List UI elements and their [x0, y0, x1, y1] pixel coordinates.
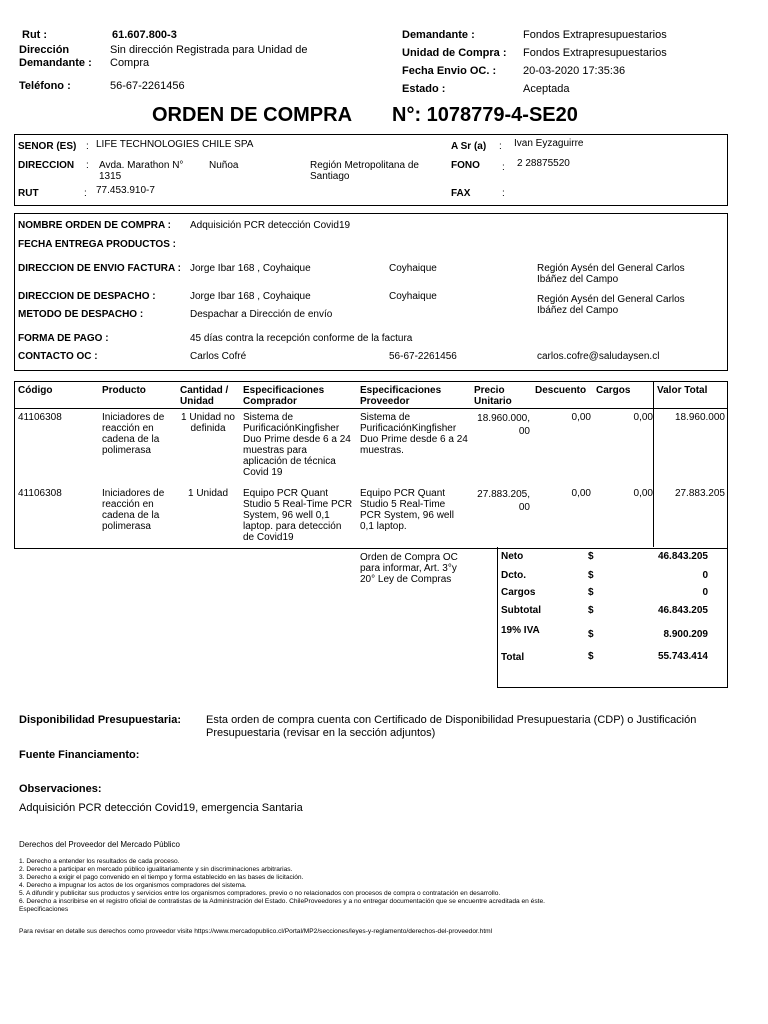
- supplier-rut-value: 77.453.910-7: [96, 185, 155, 196]
- row-total: 27.883.205: [674, 488, 725, 499]
- neto-value: 46.843.205: [657, 551, 708, 562]
- page-title: ORDEN DE COMPRA: [152, 104, 353, 126]
- direccion-label: DIRECCION: [18, 160, 75, 171]
- senor-colon: :: [86, 141, 89, 152]
- items-header-divider: [14, 408, 727, 409]
- fono-label: FONO: [451, 160, 480, 171]
- asr-colon: :: [499, 141, 502, 152]
- direccion-street: Avda. Marathon N° 1315: [99, 160, 184, 182]
- contacto-name: Carlos Cofré: [190, 351, 247, 362]
- neto-currency: $: [588, 551, 594, 562]
- derecho-item: Especificaciones: [19, 906, 69, 913]
- row-esp-proveedor: Sistema de PurificaciónKingfisher Duo Prime desde 6 a 24 muestras.: [360, 412, 468, 456]
- derechos-link-text: Para revisar en detalle sus derechos como proveedor visite https://www.mercadopublico.cl/Portal/MP2/secciones/leyes-y-reglamento/derechos-del-proveedor.html: [19, 928, 493, 935]
- senor-label: SENOR (ES): [18, 141, 77, 152]
- neto-label: Neto: [501, 551, 524, 562]
- col-codigo: Código: [18, 385, 53, 396]
- contacto-label: CONTACTO OC :: [18, 351, 98, 362]
- forma-pago-label: FORMA DE PAGO :: [18, 333, 109, 344]
- asr-label: A Sr (a): [451, 141, 487, 152]
- row-codigo: 41106308: [18, 488, 62, 499]
- derechos-list: [19, 858, 545, 914]
- derecho-item: 3. Derecho a exigir el pago convenido en el tiempo y forma establecido en las bases de licitación.: [19, 874, 304, 881]
- totals-box: [497, 547, 728, 688]
- metodo-despacho-label: METODO DE DESPACHO :: [18, 309, 144, 320]
- row-esp-proveedor: Equipo PCR Quant Studio 5 Real-Time PCR System, 96 well 0,1 laptop.: [360, 488, 454, 532]
- cargos-currency: $: [588, 587, 594, 598]
- derecho-item: 6. Derecho a inscribirse en el registro oficial de contratistas de la Administración del Estado. ChileProveedores y a no entregar documentación que se encuentre acreditada en éste.: [19, 898, 545, 905]
- row-descuento: 0,00: [571, 488, 591, 499]
- fax-colon: :: [502, 188, 505, 199]
- subtotal-label: Subtotal: [501, 605, 541, 616]
- row-cargos: 0,00: [633, 412, 653, 423]
- derecho-item: 1. Derecho a entender los resultados de cada proceso.: [19, 858, 180, 865]
- disponibilidad-label: Disponibilidad Presupuestaria:: [19, 714, 181, 726]
- subtotal-currency: $: [588, 605, 594, 616]
- cargos-value: 0: [702, 587, 708, 598]
- telefono-label: Teléfono :: [19, 80, 71, 92]
- despacho-region: Región Aysén del General Carlos Ibáñez del Campo: [537, 294, 685, 316]
- estado-label: Estado :: [402, 83, 446, 95]
- row-cargos: 0,00: [633, 488, 653, 499]
- dcto-label: Dcto.: [501, 570, 526, 581]
- col-precio: Precio Unitario: [474, 385, 512, 407]
- direccion-demandante-label: Dirección Demandante :: [19, 44, 92, 69]
- dcto-value: 0: [702, 570, 708, 581]
- row-total: 18.960.000: [674, 412, 725, 423]
- estado-value: Aceptada: [523, 83, 570, 95]
- iva-label: 19% IVA: [501, 625, 540, 636]
- row-producto: Iniciadores de reacción en cadena de la polimerasa: [102, 488, 165, 532]
- observaciones-value: Adquisición PCR detección Covid19, emergencia Santaria: [19, 802, 303, 814]
- direccion-demandante-value: Sin dirección Registrada para Unidad de Compra: [110, 44, 308, 69]
- derecho-item: 4. Derecho a impugnar los actos de los organismos compradores del sistema.: [19, 882, 247, 889]
- supplier-rut-colon: :: [84, 188, 87, 199]
- despacho-label: DIRECCION DE DESPACHO :: [18, 291, 156, 302]
- asr-value: Ivan Eyzaguirre: [514, 138, 584, 149]
- total-value: 55.743.414: [657, 651, 708, 662]
- total-label: Total: [501, 652, 525, 663]
- unidad-compra-label: Unidad de Compra :: [402, 47, 507, 59]
- col-descuento: Descuento: [535, 385, 587, 396]
- col-esp-proveedor: Especificaciones Proveedor: [360, 385, 442, 407]
- supplier-rut-label: RUT: [18, 188, 39, 199]
- row-cantidad: 1 Unidad: [187, 488, 229, 499]
- envio-factura-region: Región Aysén del General Carlos Ibáñez del Campo: [537, 263, 685, 285]
- col-esp-comprador: Especificaciones Comprador: [243, 385, 325, 407]
- iva-value: 8.900.209: [663, 629, 708, 640]
- cargos-label: Cargos: [501, 587, 536, 598]
- demandante-value: Fondos Extrapresupuestarios: [523, 29, 667, 41]
- row-precio: 27.883.205, 00: [477, 489, 530, 513]
- fecha-envio-label: Fecha Envio OC. :: [402, 65, 497, 77]
- subtotal-value: 46.843.205: [657, 605, 708, 616]
- disponibilidad-value: Esta orden de compra cuenta con Certificado de Disponibilidad Presupuestaria (CDP) o Justificación Presupuestaria (revisar en la sección adjuntos): [206, 714, 697, 739]
- envio-factura-address: Jorge Ibar 168 , Coyhaique: [190, 263, 311, 274]
- row-esp-comprador: Sistema de PurificaciónKingfisher Duo Prime desde 6 a 24 muestras para aplicación de técnica Covid 19: [243, 412, 351, 478]
- total-column-divider: [653, 381, 654, 547]
- nombre-oc-value: Adquisición PCR detección Covid19: [190, 220, 351, 231]
- fono-colon: :: [502, 162, 505, 173]
- direccion-region: Región Metropolitana de Santiago: [310, 160, 419, 182]
- fono-value: 2 28875520: [517, 158, 570, 169]
- derechos-title: Derechos del Proveedor del Mercado Público: [19, 840, 180, 849]
- derecho-item: 5. A difundir y publicitar sus productos y servicios entre los organismos compradores. previo o no relacionados con procesos de compra o contratación en desarrollo.: [19, 890, 501, 897]
- demandante-label: Demandante :: [402, 29, 475, 41]
- contacto-email: carlos.cofre@saludaysen.cl: [537, 351, 660, 362]
- observaciones-label: Observaciones:: [19, 783, 102, 795]
- derecho-item: 2. Derecho a participar en mercado público igualitariamente y sin discriminaciones arbitrarias.: [19, 866, 293, 873]
- order-number: N°: 1078779-4-SE20: [392, 104, 578, 126]
- unidad-compra-value: Fondos Extrapresupuestarios: [523, 47, 667, 59]
- direccion-colon: :: [86, 160, 89, 171]
- envio-factura-city: Coyhaique: [389, 263, 437, 274]
- totals-note: Orden de Compra OC para informar, Art. 3°y 20° Ley de Compras: [360, 552, 458, 585]
- despacho-address: Jorge Ibar 168 , Coyhaique: [190, 291, 311, 302]
- col-cantidad: Cantidad / Unidad: [180, 385, 229, 407]
- dcto-currency: $: [588, 570, 594, 581]
- fax-label: FAX: [451, 188, 471, 199]
- contacto-phone: 56-67-2261456: [389, 351, 457, 362]
- rut-value: 61.607.800-3: [112, 29, 177, 41]
- fuente-financiamiento-label: Fuente Financiamento:: [19, 749, 140, 761]
- col-producto: Producto: [102, 385, 146, 396]
- row-cantidad: 1 Unidad no definida: [181, 412, 235, 434]
- row-esp-comprador: Equipo PCR Quant Studio 5 Real-Time PCR System, 96 well 0,1 laptop. para detección de Covid19: [243, 488, 353, 543]
- iva-currency: $: [588, 629, 594, 640]
- envio-factura-label: DIRECCION DE ENVIO FACTURA :: [18, 263, 181, 274]
- rut-label: Rut :: [22, 29, 48, 41]
- row-descuento: 0,00: [571, 412, 591, 423]
- direccion-comuna: Nuñoa: [209, 160, 239, 171]
- forma-pago-value: 45 días contra la recepción conforme de la factura: [190, 333, 413, 344]
- row-producto: Iniciadores de reacción en cadena de la polimerasa: [102, 412, 165, 456]
- fecha-envio-value: 20-03-2020 17:35:36: [523, 65, 626, 77]
- senor-value: LIFE TECHNOLOGIES CHILE SPA: [96, 139, 254, 150]
- nombre-oc-label: NOMBRE ORDEN DE COMPRA :: [18, 220, 171, 231]
- col-valor-total: Valor Total: [657, 385, 708, 396]
- row-precio: 18.960.000, 00: [477, 413, 530, 437]
- telefono-value: 56-67-2261456: [110, 80, 185, 92]
- total-currency: $: [588, 651, 594, 662]
- col-cargos: Cargos: [596, 385, 631, 396]
- row-codigo: 41106308: [18, 412, 62, 423]
- fecha-entrega-label: FECHA ENTREGA PRODUCTOS :: [18, 239, 176, 250]
- metodo-despacho-value: Despachar a Dirección de envío: [190, 309, 333, 320]
- despacho-city: Coyhaique: [389, 291, 437, 302]
